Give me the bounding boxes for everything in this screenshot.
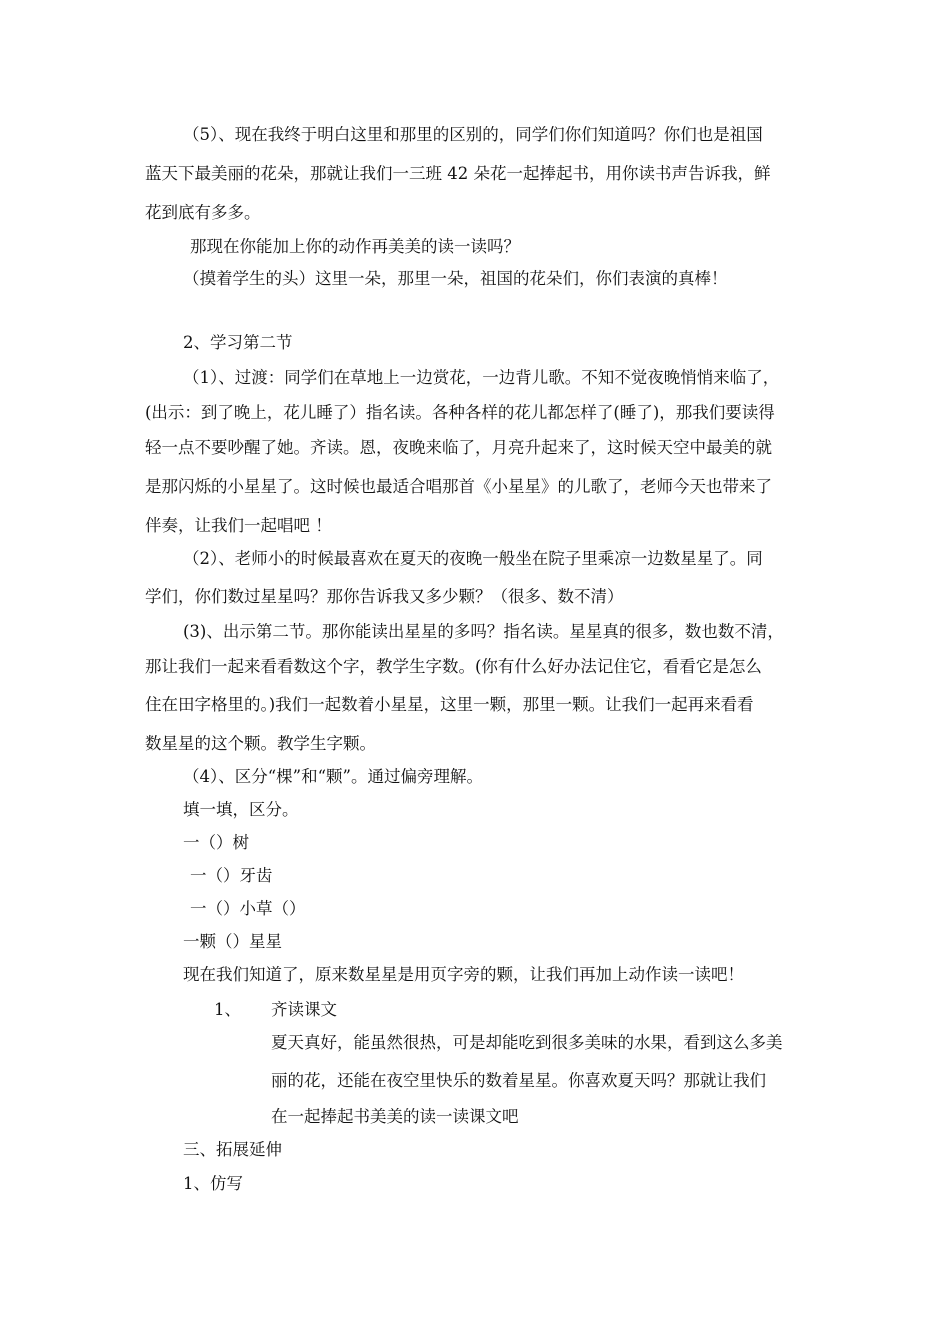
section-2-heading: 2、学习第二节: [183, 333, 293, 352]
list-item-body-line-1: 夏天真好，能虽然很热，可是却能吃到很多美味的水果，看到这么多美: [271, 1033, 783, 1052]
para-5-line-3: 花到底有多多。: [145, 203, 261, 222]
step-4-line: （4）、区分“棵”和“颗”。通过偏旁理解。: [183, 767, 483, 786]
section-three-heading: 三、拓展延伸: [183, 1140, 282, 1159]
action-question: 那现在你能加上你的动作再美美的读一读吗？: [190, 237, 520, 256]
step-2-line-2: 学们，你们数过星星吗？那你告诉我又多少颗？（很多、数不清）: [145, 587, 624, 606]
step-3-line-3: 住在田字格里的。)我们一起数着小星星，这里一颗，那里一颗。让我们一起再来看看: [145, 695, 754, 714]
fill-item-tree: 一（）树: [183, 833, 249, 852]
step-3-line-2: 那让我们一起来看看数这个字，教学生字数。(你有什么好办法记住它，看看它是怎么: [145, 657, 762, 676]
fill-item-grass: 一（）小草（）: [190, 899, 306, 918]
list-item-body-line-2: 丽的花，还能在夜空里快乐的数着星星。你喜欢夏天吗？那就让我们: [271, 1071, 766, 1090]
step-1-line-2: (出示：到了晚上，花儿睡了）指名读。各种各样的花儿都怎样了(睡了)，那我们要读得: [145, 403, 775, 422]
touch-head-line: （摸着学生的头）这里一朵，那里一朵，祖国的花朵们，你们表演的真棒！: [183, 269, 728, 288]
fill-in-heading: 填一填，区分。: [183, 800, 299, 819]
step-3-line-4: 数星星的这个颗。教学生字颗。: [145, 734, 376, 753]
list-item-title: 齐读课文: [271, 1000, 337, 1019]
list-item-number: 1、: [214, 1000, 241, 1019]
step-1-line-5: 伴奏，让我们一起唱吧 ！: [145, 516, 332, 535]
fill-item-teeth: 一（）牙齿: [190, 866, 273, 885]
step-1-line-4: 是那闪烁的小星星了。这时候也最适合唱那首《小星星》的儿歌了，老师今天也带来了: [145, 477, 772, 496]
para-5-line-2: 蓝天下最美丽的花朵，那就让我们一三班 42 朵花一起捧起书，用你读书声告诉我，鲜: [145, 164, 771, 183]
imitate-writing-heading: 1、仿写: [183, 1174, 243, 1193]
fill-item-star: 一颗（）星星: [183, 932, 282, 951]
step-2-line-1: （2）、老师小的时候最喜欢在夏天的夜晚一般坐在院子里乘凉一边数星星了。同: [183, 549, 763, 568]
para-5-line-1: （5）、现在我终于明白这里和那里的区别的，同学们你们知道吗？你们也是祖国: [183, 125, 763, 144]
step-3-line-1: (3)、出示第二节。那你能读出星星的多吗？指名读。星星真的很多，数也数不清，: [183, 622, 784, 641]
list-item-body-line-3: 在一起捧起书美美的读一读课文吧: [271, 1107, 519, 1126]
now-we-know-line: 现在我们知道了，原来数星星是用页字旁的颗，让我们再加上动作读一读吧！: [183, 965, 744, 984]
step-1-line-3: 轻一点不要吵醒了她。齐读。恩，夜晚来临了，月亮升起来了，这时候天空中最美的就: [145, 438, 772, 457]
step-1-line-1: （1）、过渡：同学们在草地上一边赏花，一边背儿歌。不知不觉夜晚悄悄来临了，: [183, 368, 780, 387]
